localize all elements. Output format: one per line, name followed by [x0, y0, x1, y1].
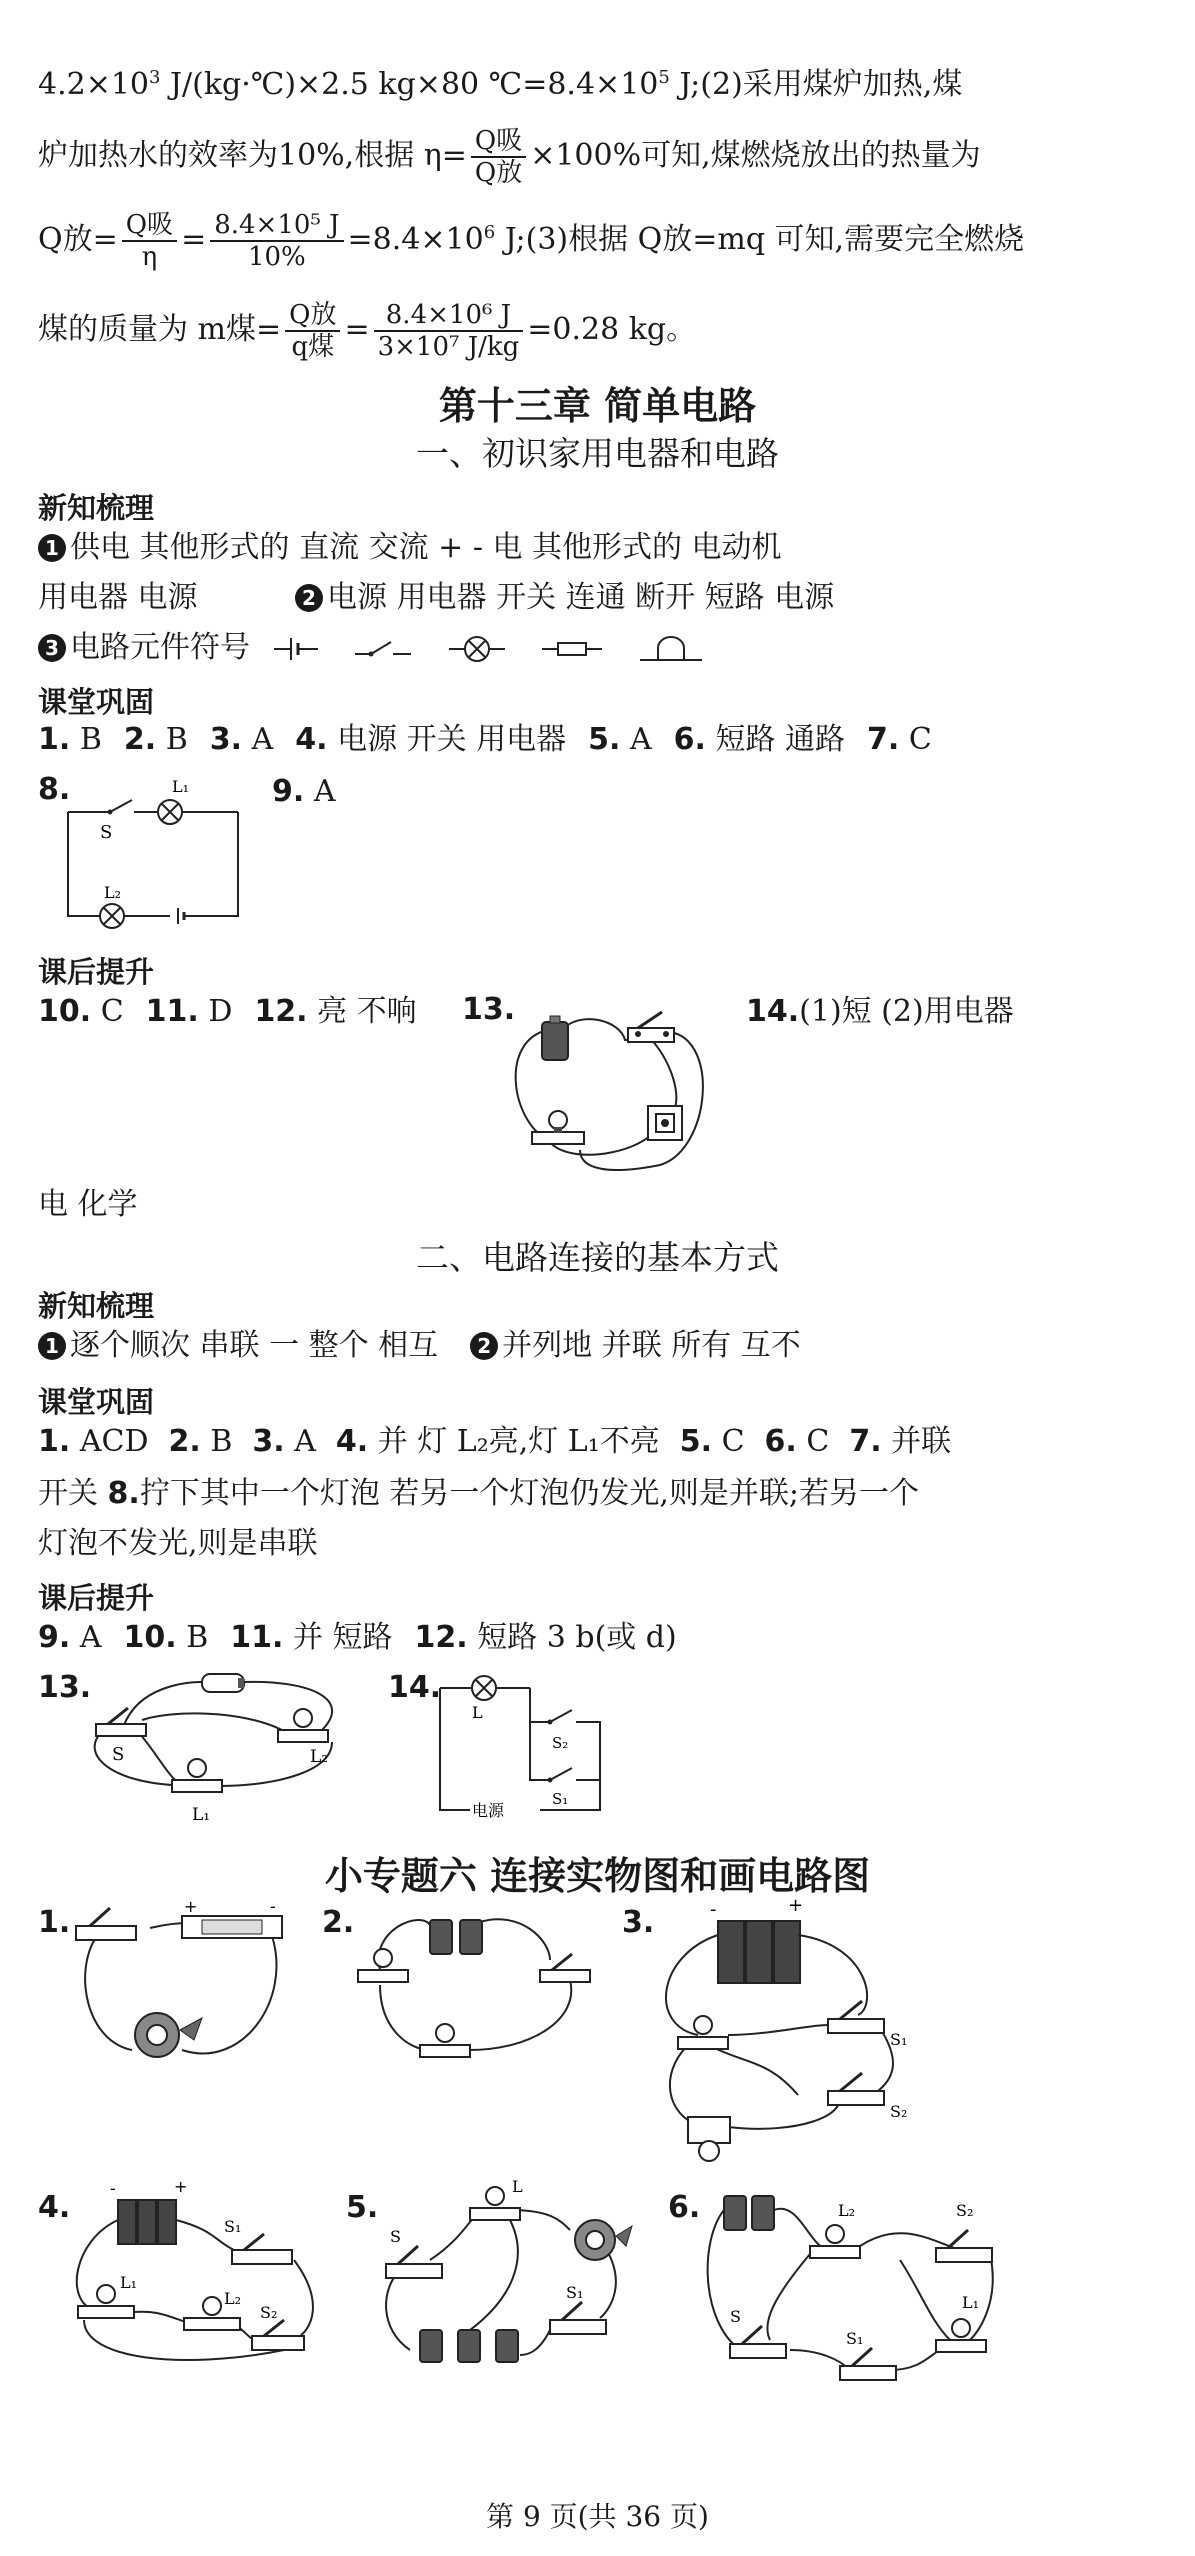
page-footer: 第 9 页(共 36 页) [486, 2500, 709, 2533]
t6-q1-wiring-diagram [62, 1897, 292, 2074]
answer-item [252, 1424, 316, 1459]
answer-text: B [210, 1424, 233, 1459]
s2-q14-label-L: L [472, 1703, 483, 1722]
t6-q6-label-L1: L₁ [962, 2293, 980, 2312]
q14-answer: 14.(1)短 (2)用电器 [746, 994, 1014, 1029]
answer-text: D [208, 994, 233, 1029]
s2-q13-label-L1: L₁ [192, 1805, 211, 1825]
t6-q1-minus: - [270, 1897, 276, 1916]
section1-kehou-line1 [38, 992, 417, 1032]
lamp-symbol-icon [449, 634, 505, 664]
s2-q14-number: 14. [388, 1670, 442, 1705]
answer-text: A [79, 1620, 102, 1655]
answer-number: 1. [38, 722, 71, 757]
answer-text: 短路 3 b(或 d) [477, 1620, 677, 1655]
answer-item [230, 1620, 392, 1655]
answer-text: 并 灯 L₂亮,灯 L₁不亮 [377, 1424, 660, 1459]
q8-label-L1: L₁ [172, 777, 190, 796]
t6-q3-label-S2: S₂ [890, 2102, 908, 2121]
answer-text: C [100, 994, 124, 1029]
t6-q5-label-S: S [390, 2227, 401, 2246]
section2-title: 二、电路连接的基本方式 [416, 1238, 779, 1277]
s2-q14-circuit-diagram [430, 1660, 630, 1834]
topic6-title: 小专题六 连接实物图和画电路图 [324, 1853, 871, 1898]
answer-item [588, 722, 652, 757]
answer-text: A [251, 722, 274, 757]
q8-label-L2: L₂ [104, 883, 122, 902]
answer-text: A [629, 722, 652, 757]
section2-ketang-line1 [38, 1422, 951, 1462]
answer-number: 2. [123, 722, 157, 757]
s2-q13-number: 13. [38, 1670, 92, 1705]
answer-item [295, 722, 566, 757]
t6-q2-number: 2. [322, 1905, 355, 1940]
t6-q4-label-L2: L₂ [224, 2289, 242, 2308]
t6-q6-label-S2: S₂ [956, 2201, 974, 2220]
t6-q4-label-S1: S₁ [224, 2217, 242, 2236]
t6-q1-number: 1. [38, 1905, 71, 1940]
resistor-symbol-icon [542, 634, 602, 664]
t6-q3-wiring-diagram [648, 1895, 928, 2169]
s2-q13-label-L2: L₂ [310, 1747, 329, 1767]
s2-q13-label-S: S [112, 1744, 125, 1765]
section2-xinzhi-heading: 新知梳理 [38, 1289, 155, 1323]
t6-q4-minus: - [110, 2179, 116, 2198]
section1-item2: 2 电源 用电器 开关 连通 断开 短路 电源 [295, 578, 834, 618]
q13-number: 13. [462, 992, 516, 1027]
bell-symbol-icon [640, 634, 702, 664]
t6-q6-label-S1: S₁ [846, 2329, 864, 2348]
answer-number: 12. [414, 1620, 468, 1655]
answer-text: 亮 不响 [317, 994, 417, 1029]
answer-number: 7. [867, 722, 900, 757]
t6-q4-label-S2: S₂ [260, 2303, 278, 2322]
section2-items: 1 逐个顺次 串联 一 整个 相互 2 并列地 并联 所有 互不 [38, 1326, 801, 1366]
answer-text: C [806, 1424, 830, 1459]
answer-number: 1. [38, 1424, 71, 1459]
answer-item [210, 722, 274, 757]
section1-xinzhi-heading: 新知梳理 [38, 491, 155, 525]
answer-text: 短路 通路 [715, 722, 846, 757]
intro-line-2: 炉加热水的效率为10%,根据 η= $\frac{\text{Q吸}}{\text{Q放}}$ ×100%可知,煤燃烧放出的热量为 [38, 126, 981, 188]
answer-number: 4. [295, 722, 328, 757]
battery-symbol-icon [274, 634, 318, 664]
s2-q14-label-S1: S₁ [552, 1790, 569, 1808]
answer-number: 10. [123, 1620, 177, 1655]
answer-number: 3. [252, 1424, 285, 1459]
t6-q5-label-L: L [512, 2177, 523, 2196]
t6-q6-wiring-diagram [700, 2180, 1000, 2404]
answer-item [674, 722, 845, 757]
q14-answer-cont: 电 化学 [38, 1187, 138, 1222]
section2-ketang-heading: 课堂巩固 [38, 1385, 155, 1419]
answer-item [765, 1424, 830, 1459]
section1-item1: 1 供电 其他形式的 直流 交流 + - 电 其他形式的 电动机 [38, 528, 782, 568]
answer-item [680, 1424, 745, 1459]
answer-item [38, 994, 124, 1029]
section1-kehou-heading: 课后提升 [38, 955, 155, 989]
q8-number: 8. [38, 772, 71, 807]
t6-q3-plus: + [788, 1895, 804, 1916]
t6-q5-wiring-diagram [370, 2177, 630, 2384]
intro-line-3: Q放= $\frac{\text{Q吸}}{\eta}$ = $\frac{\text{8.4×10⁵ J}}{10\%}$ $=8.4\times 10^6$ J;(3)根据 Q放=mq 可知,需要完全燃烧 [38, 210, 1025, 272]
answer-text: C [908, 722, 932, 757]
section1-ketang-line1 [38, 720, 932, 760]
section2-kehou-heading: 课后提升 [38, 1581, 155, 1615]
answer-number: 11. [145, 994, 199, 1029]
t6-q5-number: 5. [346, 2190, 379, 2225]
answer-text: A [294, 1424, 316, 1459]
answer-number: 2. [168, 1424, 201, 1459]
answer-item [849, 1424, 951, 1459]
answer-number: 4. [335, 1424, 369, 1459]
section2-kehou-line1 [38, 1618, 677, 1658]
t6-q6-label-L2: L₂ [838, 2201, 856, 2220]
answer-item [38, 1424, 149, 1459]
answer-text: 并 短路 [292, 1620, 393, 1655]
section1-item1-cont: 用电器 电源 [38, 580, 198, 615]
answer-item [124, 1620, 209, 1655]
answer-number: 9. [38, 1620, 71, 1655]
t6-q6-number: 6. [668, 2190, 701, 2225]
answer-item [38, 1620, 102, 1655]
q13-wiring-diagram [510, 1000, 730, 1179]
s2-q13-wiring-diagram [82, 1660, 362, 1834]
switch-symbol-icon [355, 634, 411, 664]
s2-q14-label-source: 电源 [472, 1801, 505, 1820]
answer-text: 电源 开关 用电器 [337, 722, 567, 757]
t6-q5-label-S1: S₁ [566, 2283, 584, 2302]
section2-ketang-line2: 开关 8.拧下其中一个灯泡 若另一个灯泡仍发光,则是并联;若另一个 [38, 1476, 920, 1511]
t6-q2-wiring-diagram [350, 1900, 600, 2074]
answer-number: 11. [230, 1620, 284, 1655]
answer-number: 5. [588, 722, 621, 757]
answer-text: 并联 [891, 1424, 952, 1459]
answer-text: B [186, 1620, 209, 1655]
answer-text: B [165, 722, 188, 757]
t6-q4-wiring-diagram [64, 2177, 324, 2384]
answer-number: 10. [38, 994, 92, 1029]
section1-ketang-heading: 课堂巩固 [38, 685, 155, 719]
answer-text: ACD [79, 1424, 149, 1459]
answer-item [38, 722, 102, 757]
answer-item [415, 1620, 677, 1655]
t6-q6-label-S: S [730, 2307, 741, 2326]
t6-q1-plus: + [184, 1897, 198, 1916]
intro-line-4: 煤的质量为 m煤= $\frac{\text{Q放}}{\text{q煤}}$ = $\frac{\text{8.4×10⁶ J}}{\text{3×10⁷ J/kg}}$ =0.28 kg。 [38, 300, 697, 362]
answer-item [336, 1424, 660, 1459]
q9-answer: 9. A [272, 774, 336, 809]
answer-number: 5. [679, 1424, 713, 1459]
q8-circuit-diagram [60, 776, 250, 940]
t6-q4-label-L1: L₁ [120, 2273, 138, 2292]
t6-q3-minus: - [710, 1899, 717, 1920]
s2-q14-label-S2: S₂ [552, 1734, 569, 1752]
section2-ketang-line3: 灯泡不发光,则是串联 [38, 1526, 318, 1561]
section1-title: 一、初识家用电器和电路 [416, 434, 779, 473]
t6-q3-label-S1: S₁ [890, 2030, 908, 2049]
section1-item3: 3 电路元件符号 [38, 628, 716, 668]
answer-item [146, 994, 233, 1029]
answer-number: 7. [849, 1424, 882, 1459]
answer-number: 6. [764, 1424, 797, 1459]
answer-number: 3. [209, 722, 243, 757]
t6-q3-number: 3. [622, 1905, 655, 1940]
answer-number: 12. [254, 994, 308, 1029]
answer-text: B [79, 722, 102, 757]
chapter-title: 第十三章 简单电路 [438, 383, 757, 428]
answer-item [254, 994, 416, 1029]
answer-item [124, 722, 188, 757]
answer-item [169, 1424, 233, 1459]
t6-q4-number: 4. [38, 2190, 71, 2225]
answer-item [867, 722, 932, 757]
intro-line-1: $4.2\times 10^3$ J/(kg·℃)×2.5 kg×80 $℃=8.4\times 10^5$ J;(2)采用煤炉加热,煤 [38, 67, 963, 102]
q8-label-S: S [100, 822, 113, 843]
answer-text: C [721, 1424, 745, 1459]
answer-number: 6. [673, 722, 706, 757]
t6-q4-plus: + [174, 2177, 188, 2196]
